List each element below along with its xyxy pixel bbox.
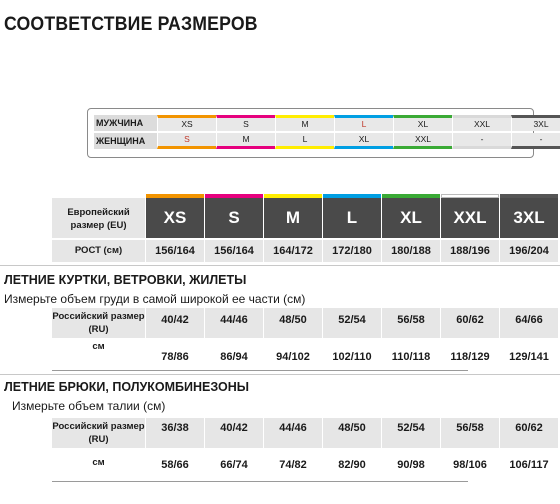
- women-size-cell: -: [511, 133, 560, 149]
- gender-size-mapping: [87, 108, 549, 158]
- eu-size: L: [323, 198, 381, 238]
- height-value: 196/204: [500, 240, 558, 262]
- women-label: ЖЕНЩИНА: [94, 133, 157, 149]
- ru-size-value: 60/62: [441, 308, 499, 338]
- height-value: 156/164: [146, 240, 204, 262]
- cm-value: 58/66: [161, 459, 189, 471]
- ru-size-value: 40/42: [205, 418, 263, 448]
- height-value: 156/164: [205, 240, 263, 262]
- jackets-ru-row: [52, 308, 558, 338]
- women-size-cell: M: [216, 133, 275, 149]
- cm-value: 110/118: [391, 351, 431, 363]
- women-size-cell: -: [452, 133, 511, 149]
- cm-value: 74/82: [279, 459, 307, 471]
- cm-value: 66/74: [220, 459, 248, 471]
- jackets-cm-row: [52, 340, 558, 370]
- trousers-cm-row: [52, 450, 558, 480]
- jackets-measure-note: Измерьте объем груди в самой широкой ее части (см): [4, 292, 306, 306]
- cm-value: 82/90: [338, 459, 366, 471]
- men-size-cell: M: [275, 115, 334, 131]
- cm-value: 106/117: [509, 459, 549, 471]
- ru-size-value: 44/46: [264, 418, 322, 448]
- eu-size-header-row: [52, 198, 558, 238]
- height-value: 180/188: [382, 240, 440, 262]
- ru-size-value: 36/38: [146, 418, 204, 448]
- ru-size-value: 48/50: [264, 308, 322, 338]
- ru-size-label: Российский размер (RU): [52, 418, 145, 448]
- page-title: СООТВЕТСТВИЕ РАЗМЕРОВ: [4, 14, 258, 35]
- divider: [0, 265, 560, 266]
- height-row: [52, 240, 558, 262]
- cm-value: 129/141: [509, 351, 549, 363]
- men-size-cell: L: [334, 115, 393, 131]
- eu-size: XS: [146, 198, 204, 238]
- men-sizes-row: [94, 115, 560, 131]
- trousers-ru-row: [52, 418, 558, 448]
- ru-size-value: 44/46: [205, 308, 263, 338]
- cm-value: 86/94: [220, 351, 248, 363]
- women-size-cell: XXL: [393, 133, 452, 149]
- trousers-section-title: ЛЕТНИЕ БРЮКИ, ПОЛУКОМБИНЕЗОНЫ: [4, 380, 250, 394]
- women-size-cell: XL: [334, 133, 393, 149]
- divider: [0, 374, 560, 375]
- eu-size-label: Европейский размер (EU): [52, 198, 145, 238]
- eu-size: XL: [382, 198, 440, 238]
- ru-size-value: 60/62: [500, 418, 558, 448]
- eu-size: S: [205, 198, 263, 238]
- cm-value: 94/102: [276, 351, 310, 363]
- cm-value: 78/86: [161, 351, 189, 363]
- cm-value: 102/110: [332, 351, 372, 363]
- row-underline: [52, 370, 468, 371]
- men-size-cell: S: [216, 115, 275, 131]
- cm-value: 118/129: [450, 351, 490, 363]
- cm-value: 98/106: [453, 459, 487, 471]
- men-size-cell: XXL: [452, 115, 511, 131]
- ru-size-value: 40/42: [146, 308, 204, 338]
- ru-size-value: 48/50: [323, 418, 381, 448]
- jackets-section-title: ЛЕТНИЕ КУРТКИ, ВЕТРОВКИ, ЖИЛЕТЫ: [4, 273, 247, 287]
- men-label: МУЖЧИНА: [94, 115, 157, 131]
- eu-size: XXL: [441, 198, 499, 238]
- ru-size-label: Российский размер (RU): [52, 308, 145, 338]
- trousers-measure-note: Измерьте объем талии (см): [12, 399, 166, 413]
- women-size-cell: S: [157, 133, 216, 149]
- men-size-cell: XS: [157, 115, 216, 131]
- cm-label: см: [92, 341, 105, 352]
- ru-size-value: 56/58: [382, 308, 440, 338]
- men-size-cell: 3XL: [511, 115, 560, 131]
- women-sizes-row: [94, 133, 560, 149]
- cm-label: см: [92, 457, 105, 468]
- eu-size: M: [264, 198, 322, 238]
- height-label: РОСТ (см): [52, 240, 145, 262]
- men-size-cell: XL: [393, 115, 452, 131]
- height-value: 164/172: [264, 240, 322, 262]
- height-value: 188/196: [441, 240, 499, 262]
- eu-size: 3XL: [500, 198, 558, 238]
- ru-size-value: 52/54: [382, 418, 440, 448]
- ru-size-value: 52/54: [323, 308, 381, 338]
- ru-size-value: 56/58: [441, 418, 499, 448]
- women-size-cell: L: [275, 133, 334, 149]
- cm-value: 90/98: [397, 459, 425, 471]
- row-underline: [52, 481, 468, 482]
- ru-size-value: 64/66: [500, 308, 558, 338]
- height-value: 172/180: [323, 240, 381, 262]
